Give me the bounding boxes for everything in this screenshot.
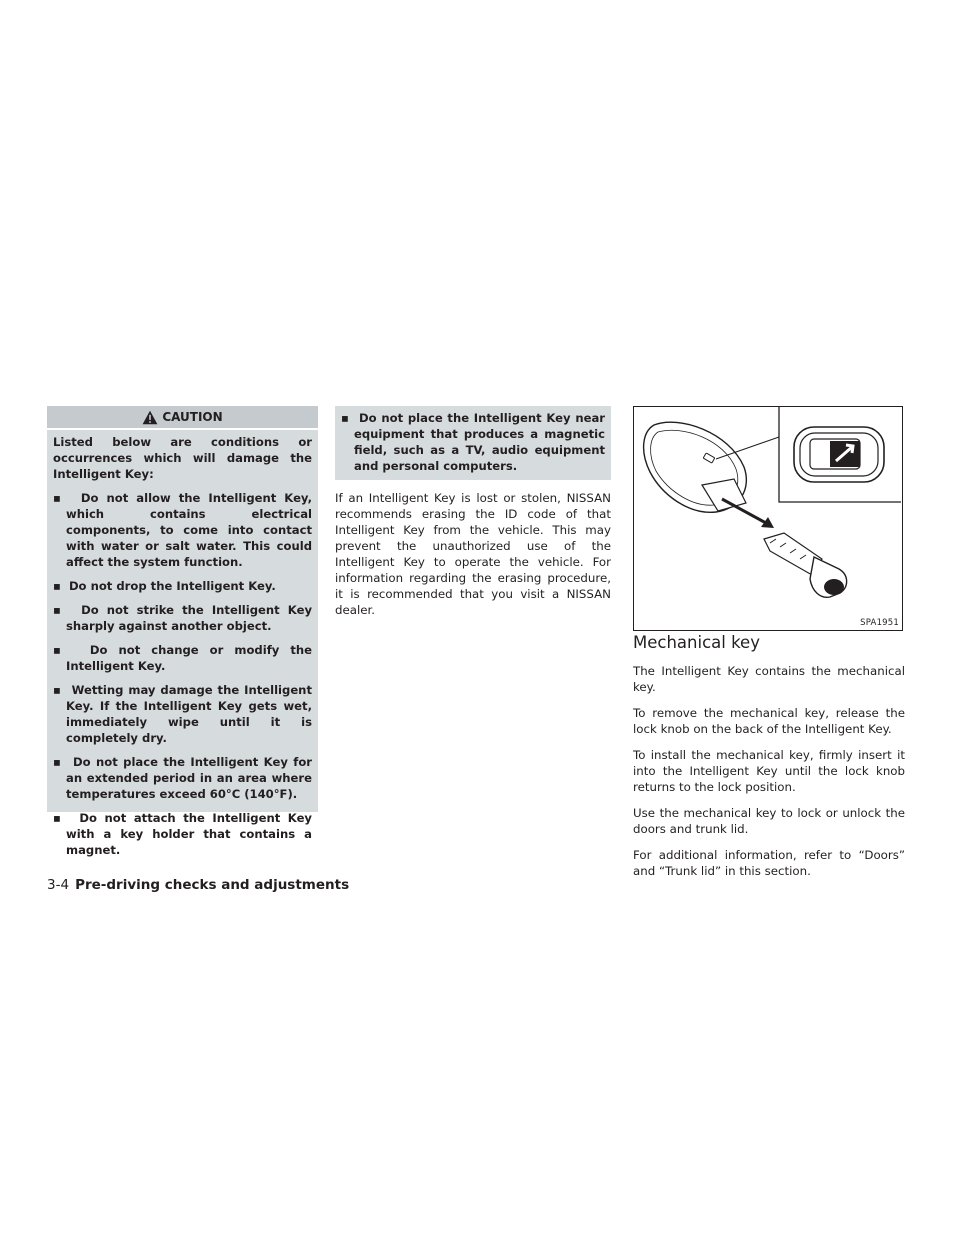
key-illustration [634, 407, 901, 629]
warning-icon [142, 410, 158, 425]
caution-heading: CAUTION [162, 410, 223, 424]
caution-item: ▪ Do not place the Intelligent Key near equipment that produces a magnetic field, such as a TV, audio equipment and personal computers. [341, 411, 605, 473]
caution-item: ▪ Do not change or modify the Intelligent Key. [53, 643, 312, 673]
caution-item: ▪ Wetting may damage the Intelligent Key. If the Intelligent Key gets wet, immediately wipe until it is completely dry. [53, 683, 312, 745]
caution-box [47, 406, 318, 857]
column-2 [335, 406, 611, 618]
body-paragraph: To install the mechanical key, firmly insert it into the Intelligent Key until the lock knob returns to the lock position. [633, 748, 905, 794]
caution-item: ▪ Do not attach the Intelligent Key with a key holder that contains a magnet. [53, 811, 312, 857]
body-paragraph: Use the mechanical key to lock or unlock the doors and trunk lid. [633, 806, 905, 836]
body-paragraph: To remove the mechanical key, release the lock knob on the back of the Intelligent Key. [633, 706, 905, 736]
section-title: Pre-driving checks and adjustments [75, 877, 350, 893]
page-footer [47, 877, 349, 893]
figure-code: SPA1951 [860, 618, 899, 628]
body-paragraph: For additional information, refer to “Doors” and “Trunk lid” in this section. [633, 848, 905, 878]
caution-continued-box [335, 406, 611, 480]
caution-header [47, 406, 318, 430]
mechanical-key-section [633, 633, 905, 889]
section-heading: Mechanical key [633, 633, 760, 652]
page-number: 3-4 [47, 877, 70, 893]
lost-key-paragraph: If an Intelligent Key is lost or stolen, NISSAN recommends erasing the ID code of that Intelligent Key from the vehicle. This may prevent the unauthorized use of the Intelligent Key to operate the vehicle. For information regarding the erasing procedure, it is recommended that you visit a NISSAN dealer. [335, 491, 611, 617]
caution-item: ▪ Do not allow the Intelligent Key, which contains electrical components, to come into contact with water or salt water. This could affect the system function. [53, 491, 312, 569]
caution-intro: Listed below are conditions or occurrences which will damage the Intelligent Key: [53, 435, 312, 481]
body-paragraph: The Intelligent Key contains the mechanical key. [633, 664, 905, 694]
mechanical-key-figure [633, 406, 903, 631]
caution-item: ▪ Do not strike the Intelligent Key sharply against another object. [53, 603, 312, 633]
caution-item: ▪ Do not place the Intelligent Key for an extended period in an area where temperatures exceed 60°C (140°F). [53, 755, 313, 801]
caution-item: ▪ Do not drop the Intelligent Key. [53, 579, 276, 593]
